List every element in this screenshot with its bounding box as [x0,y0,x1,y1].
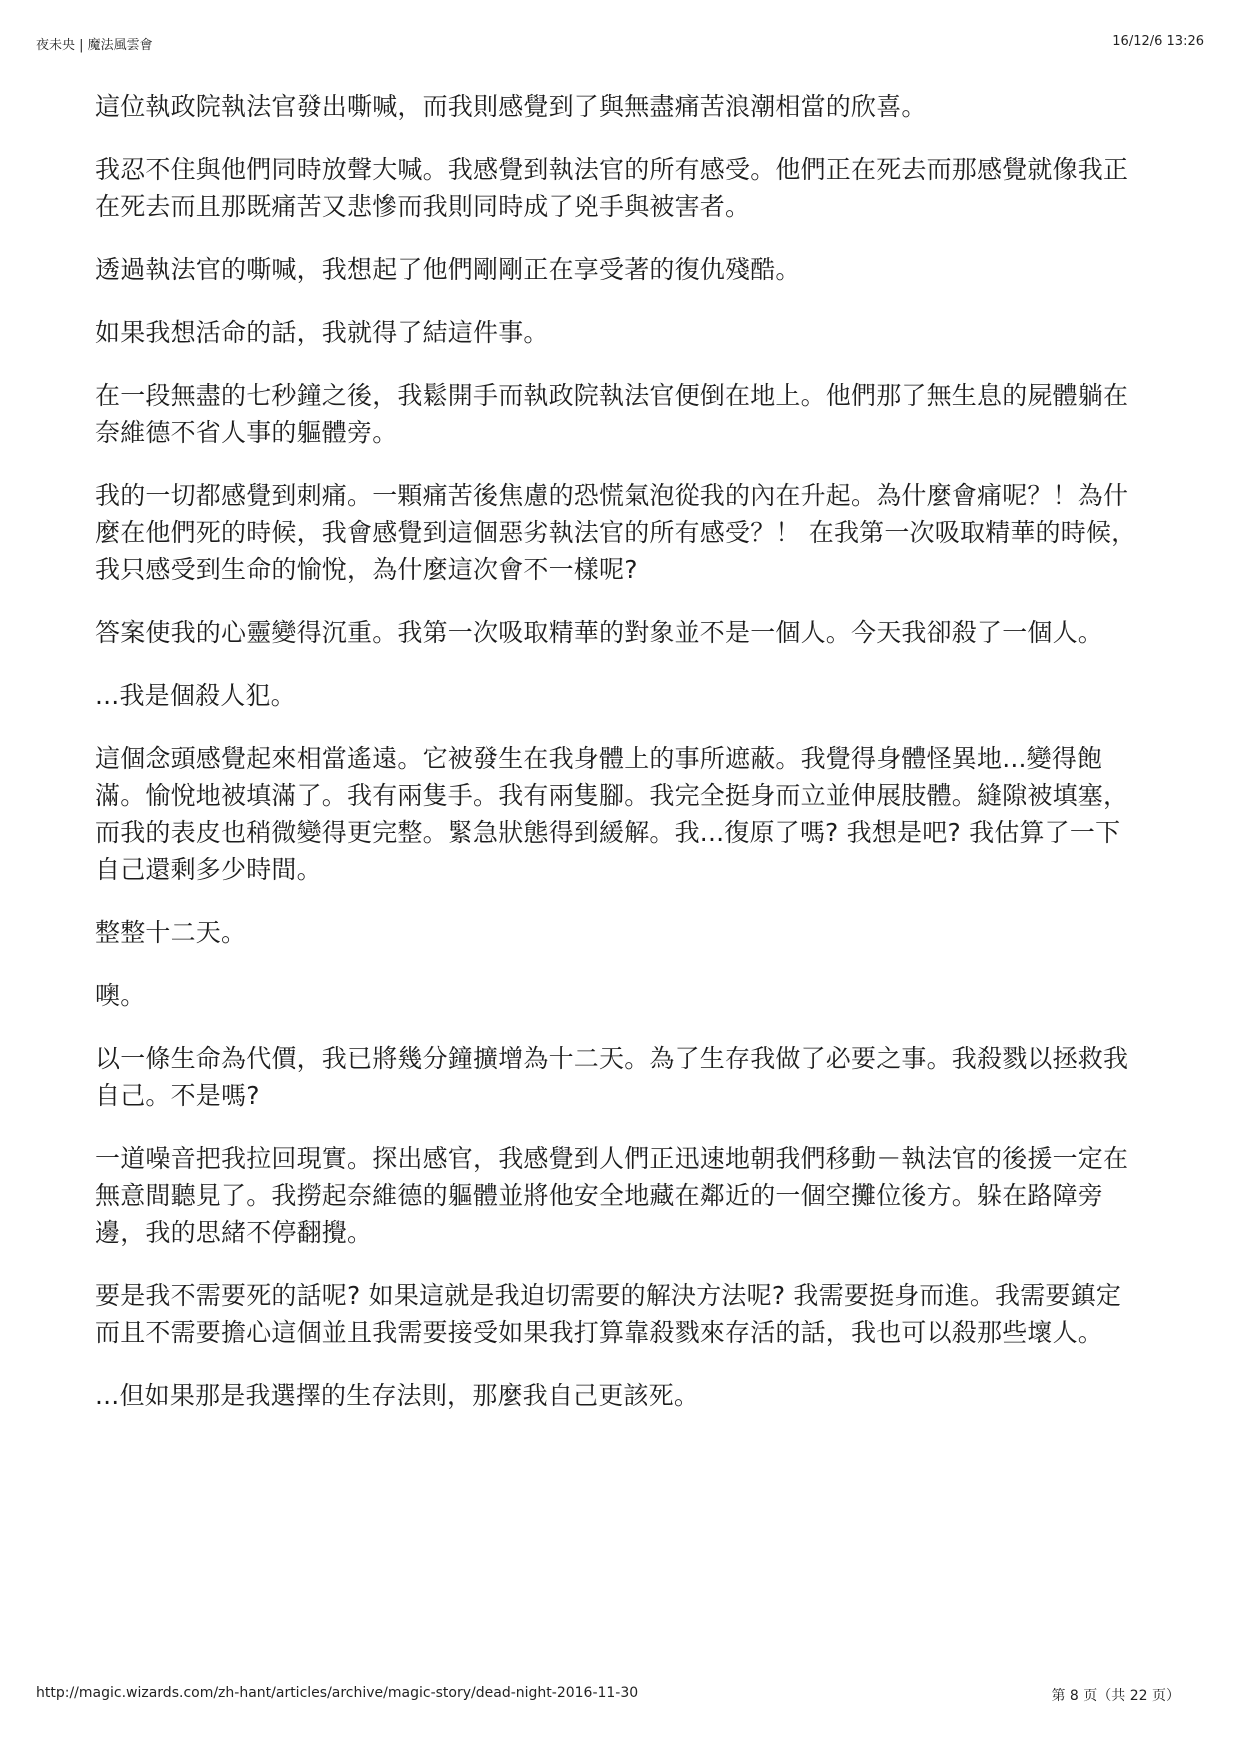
page-title: 夜未央 | 魔法風雲會 [36,38,153,53]
paragraph: 這位執政院執法官發出嘶喊，而我則感覺到了與無盡痛苦浪潮相當的欣喜。 [95,92,927,121]
paragraph: 在一段無盡的七秒鐘之後，我鬆開手而執政院執法官便倒在地上。他們那了無生息的屍體躺在奈維德不省人事的軀體旁。 [95,381,1129,447]
paragraph: ...我是個殺人犯。 [95,681,296,710]
paragraph: 這個念頭感覺起來相當遙遠。它被發生在我身體上的事所遮蔽。我覺得身體怪異地...變得飽滿。愉悅地被填滿了。我有兩隻手。我有兩隻腳。我完全挺身而立並伸展肢體。縫隙被填塞，而我的表皮也稍微變得更完整。緊急狀態得到緩解。我...復原了嗎? 我想是吧? 我估算了一下自己還剩多少時間。 [95,744,1129,884]
paragraph: 我忍不住與他們同時放聲大喊。我感覺到執法官的所有感受。他們正在死去而那感覺就像我正在死去而且那既痛苦又悲慘而我則同時成了兇手與被害者。 [95,155,1129,221]
paragraph: 整整十二天。 [95,918,247,947]
paragraph: 如果我想活命的話，我就得了結這件事。 [95,318,549,347]
print-footer [36,1685,1180,1705]
article-body [95,88,1145,1440]
paragraph: 答案使我的心靈變得沉重。我第一次吸取精華的對象並不是一個人。今天我卻殺了一個人。 [95,618,1104,647]
paragraph: 要是我不需要死的話呢? 如果這就是我迫切需要的解決方法呢? 我需要挺身而進。我需要鎮定而且不需要擔心這個並且我需要接受如果我打算靠殺戮來存活的話，我也可以殺那些壞人。 [95,1281,1122,1347]
paragraph: 一道噪音把我拉回現實。探出感官，我感覺到人們正迅速地朝我們移動－執法官的後援一定在無意間聽見了。我撈起奈維德的軀體並將他安全地藏在鄰近的一個空攤位後方。躲在路障旁邊，我的思緒不停翻攪。 [95,1144,1129,1247]
print-datetime: 16/12/6 13:26 [1112,34,1204,49]
paragraph: 以一條生命為代價，我已將幾分鐘擴增為十二天。為了生存我做了必要之事。我殺戮以拯救我自己。不是嗎? [95,1044,1129,1110]
page-url: http://magic.wizards.com/zh-hant/articles/archive/magic-story/dead-night-2016-11-30 [36,1685,639,1701]
paragraph: 我的一切都感覺到刺痛。一顆痛苦後焦慮的恐慌氣泡從我的內在升起。為什麼會痛呢？！為什麼在他們死的時候，我會感覺到這個惡劣執法官的所有感受？！ 在我第一次吸取精華的時候，我只感受到生命的愉悅，為什麼這次會不一樣呢? [95,481,1137,584]
paragraph: ...但如果那是我選擇的生存法則，那麼我自己更該死。 [95,1381,700,1410]
print-header [36,34,1204,54]
paragraph: 噢。 [95,981,146,1010]
paragraph: 透過執法官的嘶喊，我想起了他們剛剛正在享受著的復仇殘酷。 [95,255,801,284]
page-number: 第 8 页（共 22 页） [1051,1688,1180,1704]
